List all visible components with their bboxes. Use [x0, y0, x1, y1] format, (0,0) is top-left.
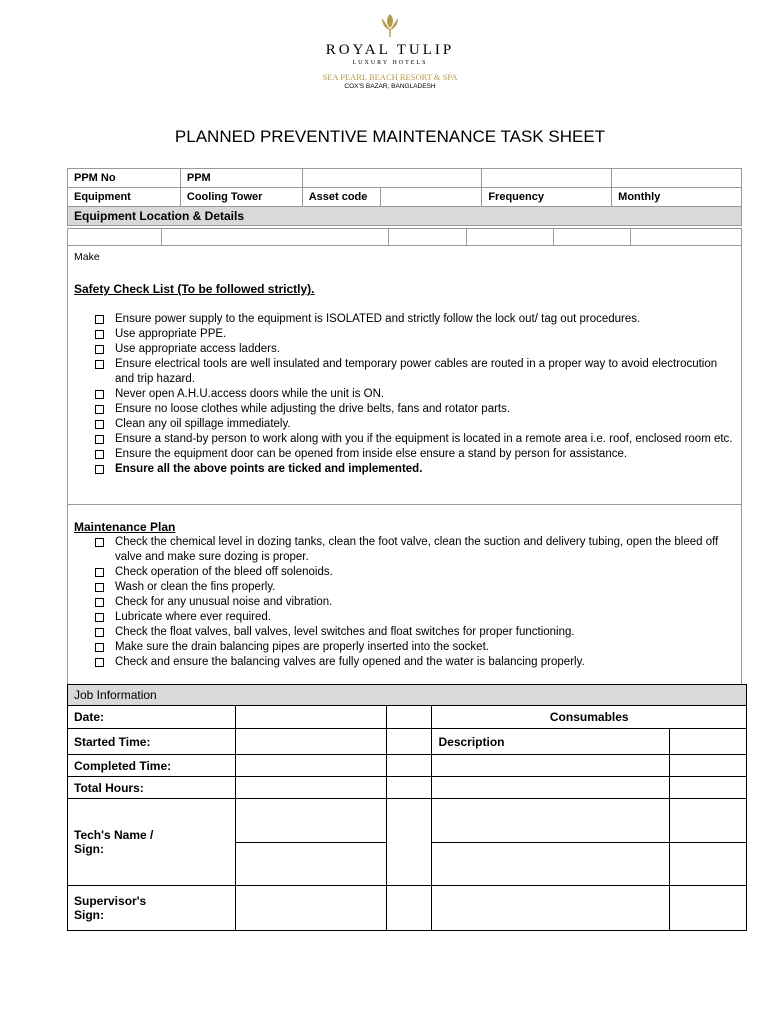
list-item[interactable]: Lubricate where ever required.: [94, 610, 734, 625]
date-label: Date:: [68, 706, 236, 729]
maintenance-checklist: [94, 535, 734, 670]
completed-extra-field[interactable]: [386, 755, 432, 777]
checkbox[interactable]: [95, 643, 104, 652]
consumable-qty-field[interactable]: [670, 729, 747, 755]
tulip-icon: [379, 12, 401, 38]
checkbox[interactable]: [95, 315, 104, 324]
tech-name-label: Tech's Name / Sign:: [68, 799, 236, 886]
list-item[interactable]: Make sure the drain balancing pipes are properly inserted into the socket.: [94, 640, 734, 655]
total-extra-field[interactable]: [386, 777, 432, 799]
page-title: PLANNED PREVENTIVE MAINTENANCE TASK SHEET: [174, 127, 606, 146]
list-item[interactable]: Clean any oil spillage immediately.: [94, 417, 734, 432]
consumable-qty-field[interactable]: [670, 799, 747, 843]
checkbox[interactable]: [95, 450, 104, 459]
ppm-label: PPM: [180, 169, 302, 188]
location-cell-6[interactable]: [631, 229, 742, 246]
logo: [0, 12, 768, 90]
ppm-empty-cell-2[interactable]: [612, 169, 742, 188]
completed-time-label: Completed Time:: [68, 755, 236, 777]
checkbox[interactable]: [95, 420, 104, 429]
maintenance-section: [67, 504, 742, 685]
total-hours-field[interactable]: [235, 777, 386, 799]
started-extra-field[interactable]: [386, 729, 432, 755]
consumable-desc-field[interactable]: [432, 777, 670, 799]
tech-sign-field[interactable]: [235, 842, 386, 886]
tech-name-field[interactable]: [235, 799, 386, 843]
consumable-desc-field[interactable]: [432, 799, 670, 843]
total-hours-label: Total Hours:: [68, 777, 236, 799]
frequency-label: Frequency: [482, 188, 612, 207]
checkbox[interactable]: [95, 330, 104, 339]
location-header: Equipment Location & Details: [68, 207, 742, 226]
checkbox[interactable]: [95, 598, 104, 607]
consumable-qty-field[interactable]: [670, 777, 747, 799]
consumable-desc-field[interactable]: [432, 755, 670, 777]
checkbox[interactable]: [95, 628, 104, 637]
location-cell-3[interactable]: [389, 229, 467, 246]
checkbox[interactable]: [95, 465, 104, 474]
brand-name: ROYAL TULIP: [325, 42, 455, 58]
checkbox[interactable]: [95, 405, 104, 414]
list-item-final[interactable]: Ensure all the above points are ticked and implemented.: [94, 462, 734, 477]
supervisor-sign-label: Supervisor's Sign:: [68, 886, 236, 931]
checkbox[interactable]: [95, 390, 104, 399]
checkbox[interactable]: [95, 613, 104, 622]
list-item[interactable]: Never open A.H.U.access doors while the unit is ON.: [94, 387, 734, 402]
ppm-value-cell[interactable]: [302, 169, 482, 188]
consumable-qty-field[interactable]: [670, 842, 747, 886]
location-details-row: [67, 228, 742, 246]
supervisor-sign-field[interactable]: [235, 886, 386, 931]
list-item[interactable]: Wash or clean the fins properly.: [94, 580, 734, 595]
frequency-value: Monthly: [612, 188, 742, 207]
list-item[interactable]: Check for any unusual noise and vibration.: [94, 595, 734, 610]
consumable-qty-field[interactable]: [670, 755, 747, 777]
resort-location: COX'S BAZAR, BANGLADESH: [344, 83, 436, 90]
safety-checklist: [94, 312, 734, 477]
started-time-label: Started Time:: [68, 729, 236, 755]
date-extra-field[interactable]: [386, 706, 432, 729]
equipment-value: Cooling Tower: [180, 188, 302, 207]
checkbox[interactable]: [95, 360, 104, 369]
ppm-no-label: PPM No: [68, 169, 181, 188]
list-item[interactable]: Ensure the equipment door can be opened from inside else ensure a stand by person for assistance.: [94, 447, 734, 462]
location-cell-4[interactable]: [467, 229, 554, 246]
list-item[interactable]: Ensure a stand-by person to work along with you if the equipment is located in a remote area i.e. roof, enclosed room etc.: [94, 432, 734, 447]
equipment-info-table: [67, 168, 742, 226]
list-item[interactable]: Use appropriate PPE.: [94, 327, 734, 342]
checkbox[interactable]: [95, 583, 104, 592]
safety-title: Safety Check List (To be followed strictly).: [74, 282, 315, 296]
make-label: Make: [74, 251, 100, 263]
brand-subtitle: LUXURY HOTELS: [352, 60, 428, 66]
checkbox[interactable]: [95, 658, 104, 667]
location-cell-1[interactable]: [68, 229, 162, 246]
started-time-field[interactable]: [235, 729, 386, 755]
list-item[interactable]: Use appropriate access ladders.: [94, 342, 734, 357]
list-item[interactable]: Ensure electrical tools are well insulated and temporary power cables are routed in a proper way to avoid electrocution and trip hazard.: [94, 357, 734, 387]
location-cell-2[interactable]: [162, 229, 389, 246]
consumable-desc-field[interactable]: [432, 886, 670, 931]
tech-extra-field[interactable]: [386, 799, 432, 886]
list-item[interactable]: Check and ensure the balancing valves are fully opened and the water is balancing properly.: [94, 655, 734, 670]
asset-code-label: Asset code: [302, 188, 380, 207]
job-information-table: [67, 684, 747, 931]
maintenance-title: Maintenance Plan: [74, 520, 176, 534]
consumable-desc-field[interactable]: [432, 842, 670, 886]
date-field[interactable]: [235, 706, 386, 729]
resort-name: SEA PEARL BEACH RESORT & SPA: [322, 72, 458, 82]
equipment-label: Equipment: [68, 188, 181, 207]
checkbox[interactable]: [95, 435, 104, 444]
list-item[interactable]: Check operation of the bleed off solenoids.: [94, 565, 734, 580]
checkbox[interactable]: [95, 345, 104, 354]
list-item[interactable]: Check the chemical level in dozing tanks, clean the foot valve, clean the suction and delivery tubing, open the bleed off valve and make sure dozing is proper.: [94, 535, 734, 565]
checkbox[interactable]: [95, 568, 104, 577]
completed-time-field[interactable]: [235, 755, 386, 777]
asset-code-value[interactable]: [380, 188, 482, 207]
safety-section: [67, 246, 742, 505]
consumables-label: Consumables: [432, 706, 747, 729]
consumable-qty-field[interactable]: [670, 886, 747, 931]
checkbox[interactable]: [95, 538, 104, 547]
list-item[interactable]: Ensure power supply to the equipment is ISOLATED and strictly follow the lock out/ tag out procedures.: [94, 312, 734, 327]
job-info-header: Job Information: [68, 685, 747, 706]
list-item[interactable]: Ensure no loose clothes while adjusting the drive belts, fans and rotator parts.: [94, 402, 734, 417]
list-item[interactable]: Check the float valves, ball valves, level switches and float switches for proper functioning.: [94, 625, 734, 640]
supervisor-extra-field[interactable]: [386, 886, 432, 931]
description-label: Description: [432, 729, 670, 755]
ppm-empty-cell[interactable]: [482, 169, 612, 188]
location-cell-5[interactable]: [554, 229, 631, 246]
